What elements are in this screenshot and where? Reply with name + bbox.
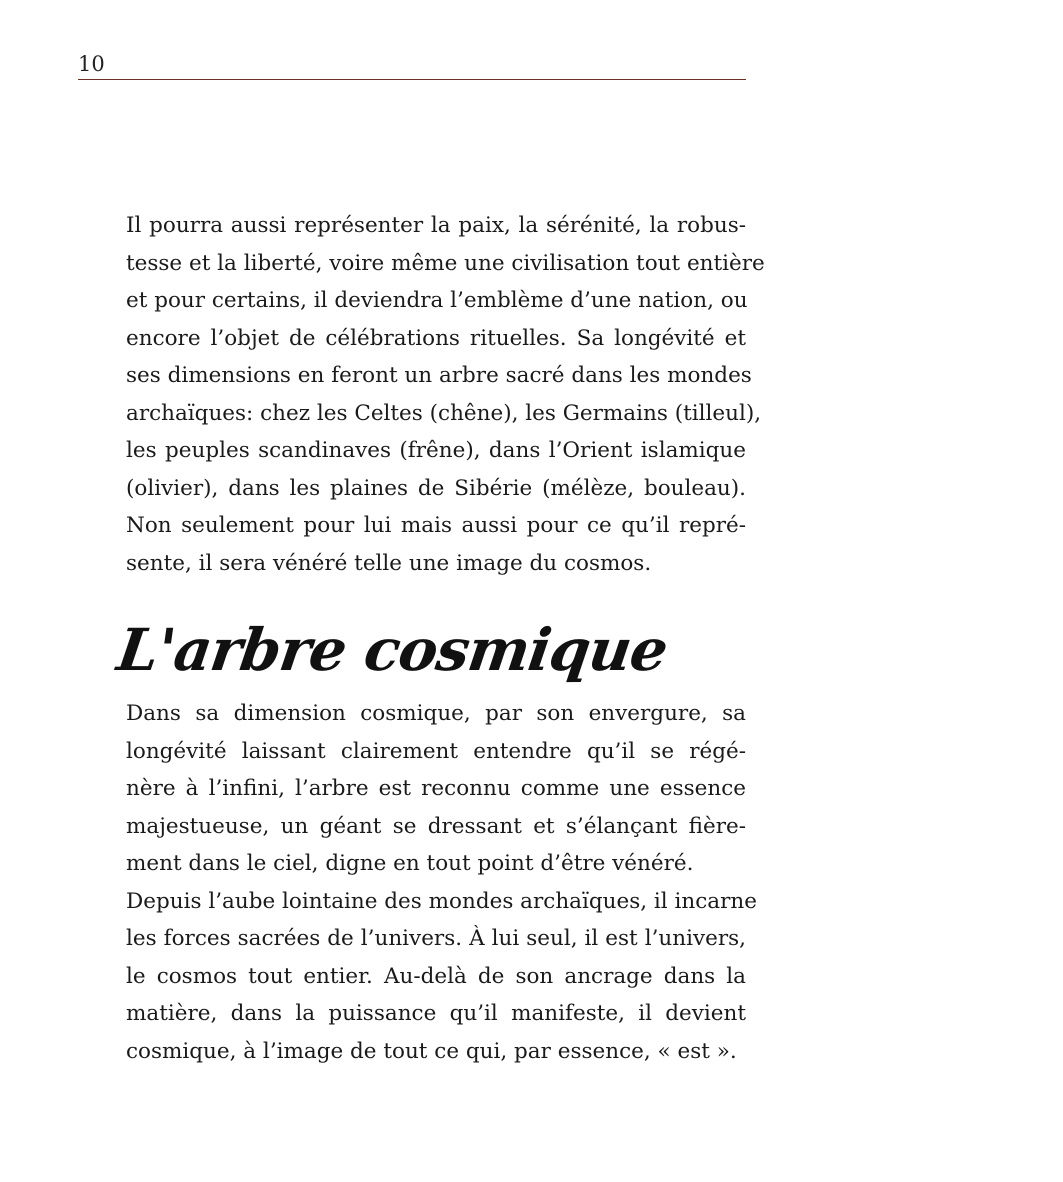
text-line: encore l’objet de célébrations rituelles. Sa longévité et (126, 325, 746, 351)
text-line: tesse et la liberté, voire même une civilisation tout entière (126, 250, 765, 276)
text-line: les forces sacrées de l’univers. À lui seul, il est l’univers, (126, 926, 746, 951)
paragraph-intro (126, 207, 765, 582)
page-number: 10 (78, 52, 105, 76)
text-line: Non seulement pour lui mais aussi pour ce qu’il repré- (126, 513, 746, 538)
text-line: Dans sa dimension cosmique, par son envergure, sa (126, 701, 746, 726)
text-line: (olivier), dans les plaines de Sibérie (mélèze, bouleau). (126, 475, 746, 501)
text-line: et pour certains, il deviendra l’emblème d’une nation, ou (126, 288, 748, 313)
text-line: nère à l’infini, l’arbre est reconnu comme une essence (126, 776, 746, 801)
text-line: Il pourra aussi représenter la paix, la sérénité, la robus- (126, 213, 746, 238)
paragraph-cosmic (126, 695, 757, 1070)
text-line: les peuples scandinaves (frêne), dans l’Orient islamique (126, 438, 746, 463)
text-line: cosmique, à l’image de tout ce qui, par essence, « est ». (126, 1038, 737, 1064)
text-line: sente, il sera vénéré telle une image du cosmos. (126, 550, 652, 576)
text-line: archaïques: chez les Celtes (chêne), les Germains (tilleul), (126, 400, 762, 426)
section-title: L'arbre cosmique (113, 616, 672, 684)
text-line: longévité laissant clairement entendre qu’il se régé- (126, 738, 746, 764)
header-rule (78, 79, 746, 80)
text-line: Depuis l’aube lointaine des mondes archaïques, il incarne (126, 888, 757, 914)
text-line: majestueuse, un géant se dressant et s’élançant fière- (126, 813, 746, 839)
text-line: ses dimensions en feront un arbre sacré dans les mondes (126, 363, 752, 388)
text-line: ment dans le ciel, digne en tout point d’être vénéré. (126, 851, 694, 876)
text-line: le cosmos tout entier. Au-delà de son ancrage dans la (126, 963, 746, 989)
text-line: matière, dans la puissance qu’il manifeste, il devient (126, 1001, 746, 1026)
